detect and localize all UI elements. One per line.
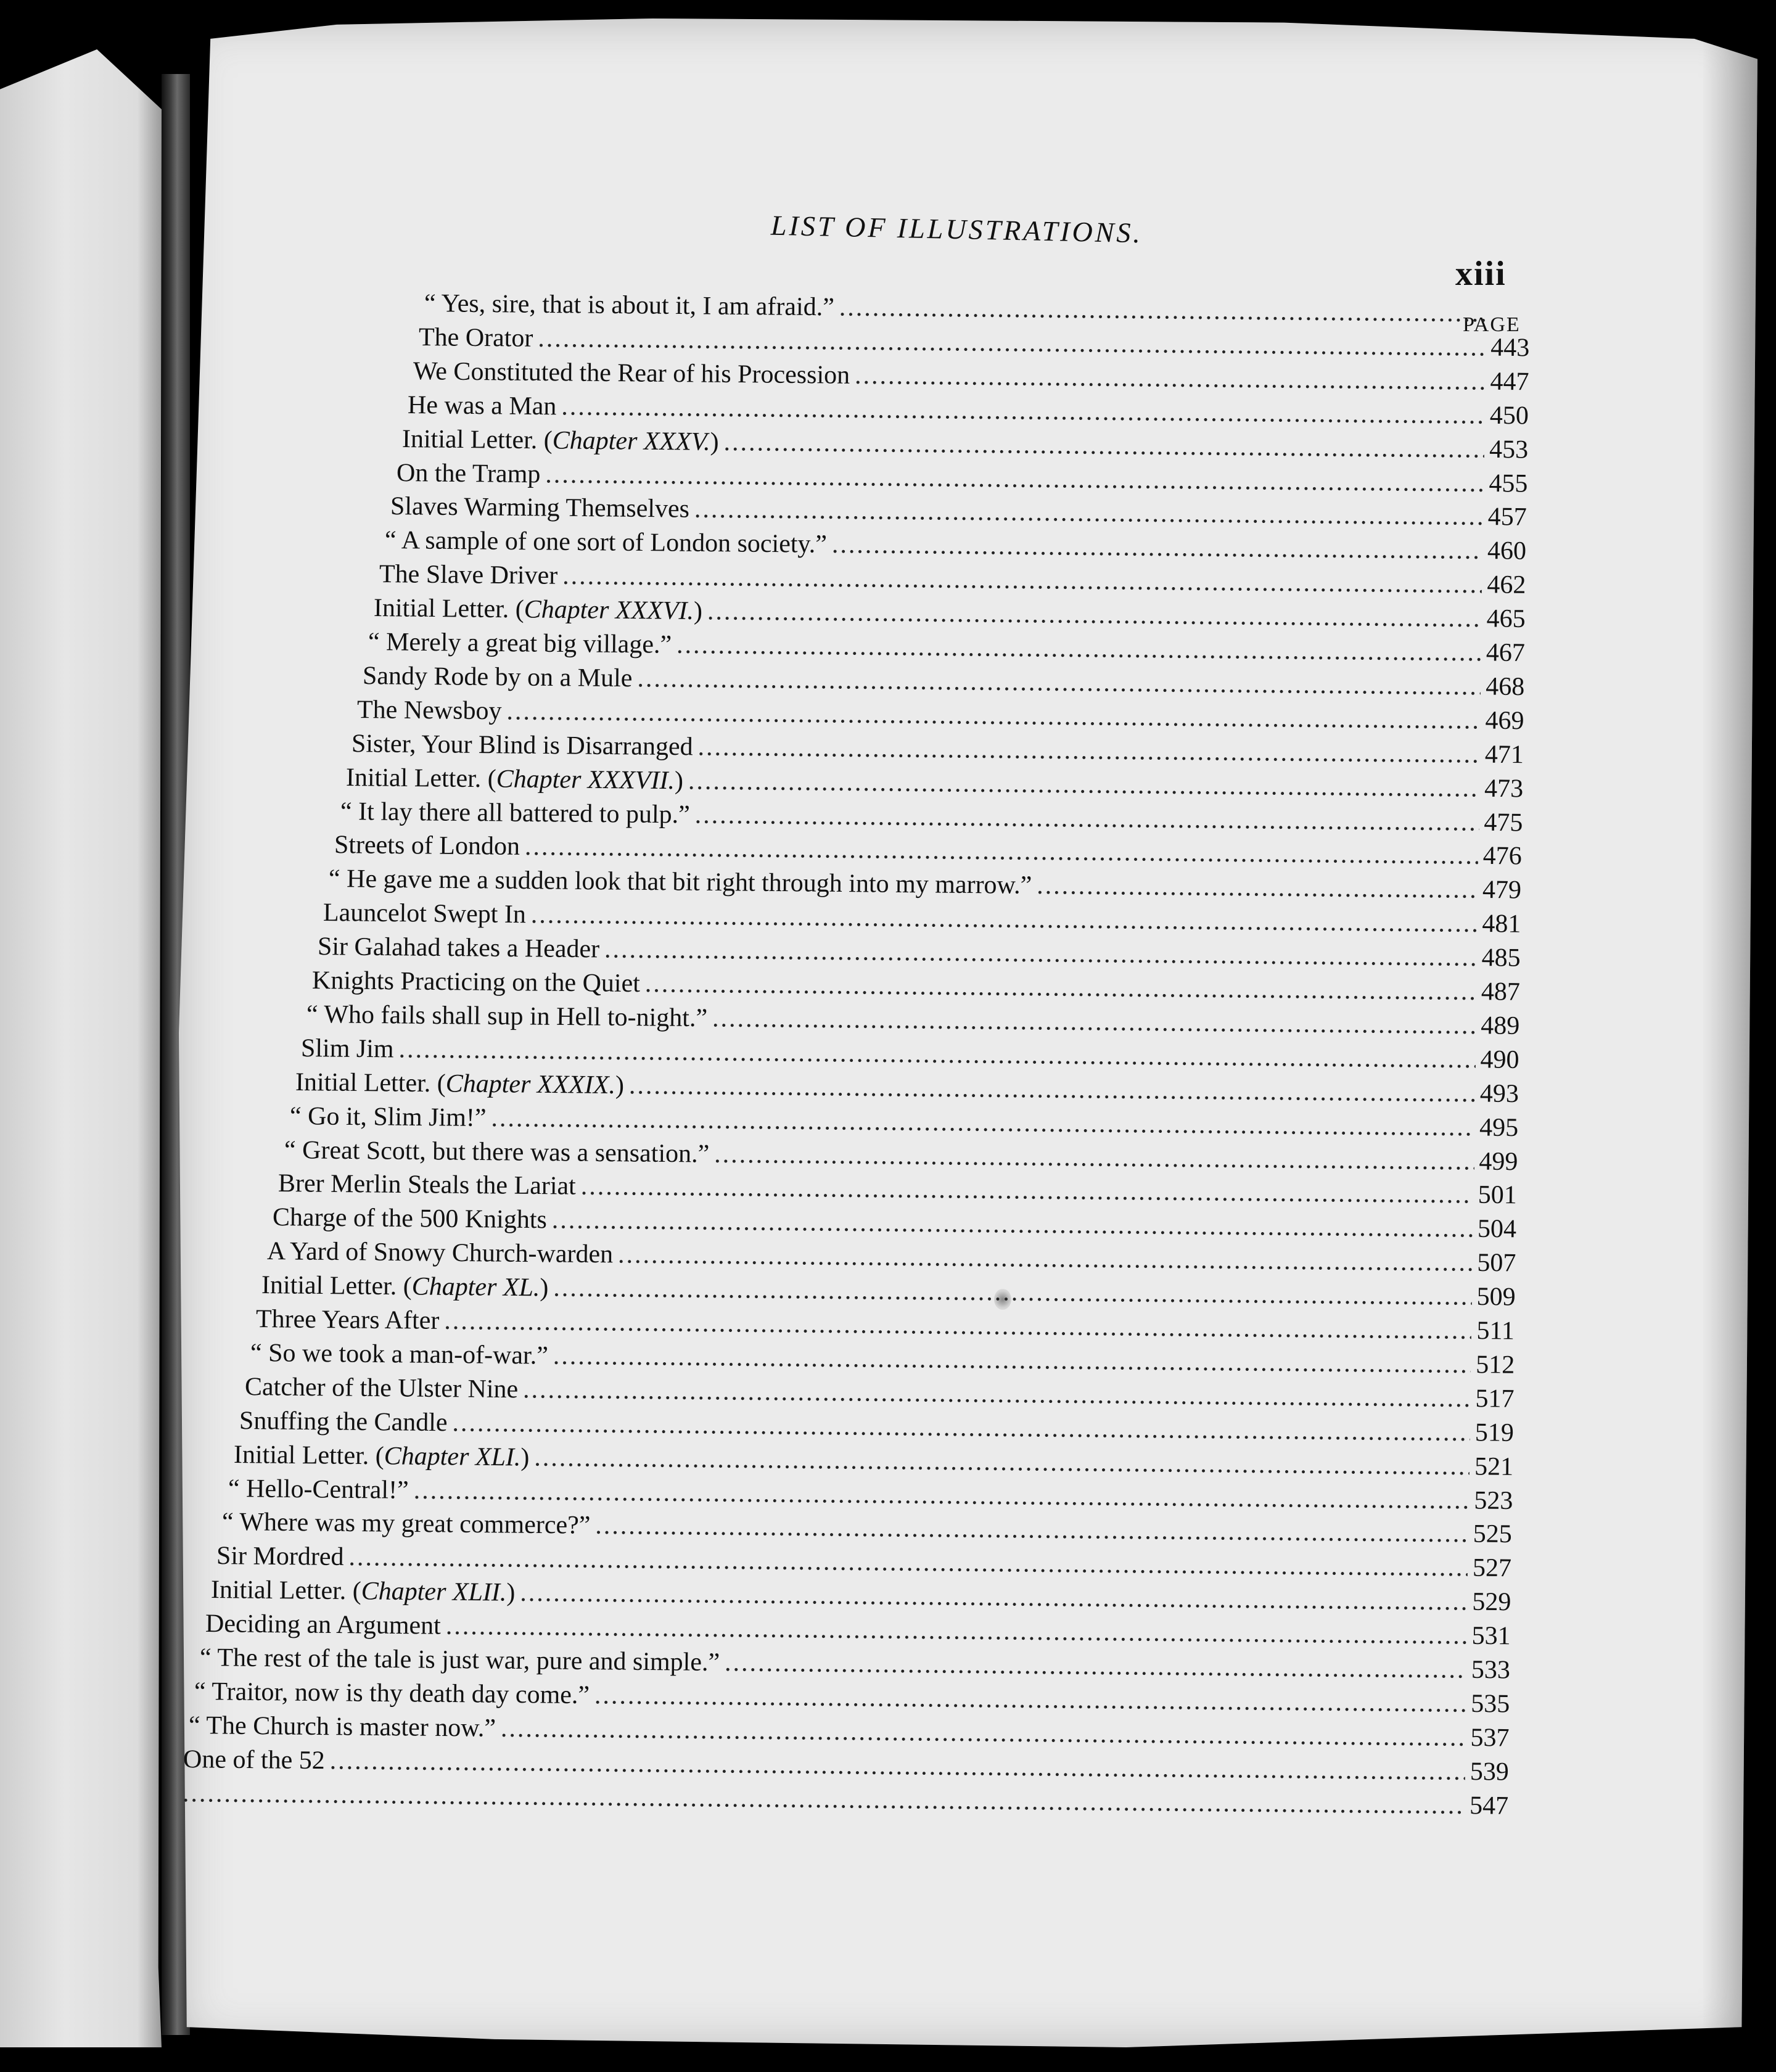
dot-leader [694, 495, 1483, 532]
page-reference: 443 [1490, 333, 1530, 363]
page-reference: 499 [1478, 1147, 1518, 1176]
illustration-title: The Newsboy [356, 695, 502, 726]
dot-leader [1037, 871, 1478, 905]
page-reference: 517 [1475, 1384, 1515, 1413]
illustration-title: Catcher of the Ulster Nine [244, 1372, 519, 1404]
dot-leader [839, 292, 1487, 328]
dot-leader [637, 664, 1481, 701]
page-reference: 457 [1487, 503, 1527, 532]
page-reference: 504 [1478, 1215, 1517, 1244]
illustration-title: Snuffing the Candle [239, 1406, 448, 1437]
illustration-title: “ Go it, Slim Jim!” [289, 1101, 487, 1132]
page-reference: 473 [1484, 774, 1523, 803]
dot-leader [562, 561, 1482, 599]
illustration-title: Launcelot Swept In [323, 898, 527, 929]
illustration-title: Initial Letter. (Chapter XXXVI.) [373, 594, 703, 626]
page-reference: 485 [1481, 944, 1521, 972]
illustration-title: “ A sample of one sort of London society.” [385, 526, 828, 559]
dot-leader [723, 427, 1484, 464]
page-reference: 468 [1485, 672, 1525, 701]
illustration-title: We Constituted the Rear of his Procession [413, 356, 850, 390]
page-reference: 487 [1481, 977, 1521, 1006]
page-reference: 490 [1480, 1045, 1519, 1074]
page-reference: 509 [1476, 1283, 1516, 1312]
dot-leader [520, 1578, 1467, 1617]
illustration-title: Sir Galahad takes a Header [317, 932, 600, 964]
page-reference: 455 [1488, 469, 1528, 498]
illustration-title: “ Hello-Central!” [228, 1474, 409, 1505]
illustration-title: Sister, Your Blind is Disarranged [351, 729, 693, 762]
dot-leader [855, 361, 1486, 397]
page-reference: 479 [1482, 876, 1522, 905]
dot-leader [714, 1139, 1474, 1176]
page-reference: 460 [1487, 536, 1527, 566]
illustration-title: Slim Jim [300, 1034, 394, 1064]
illustration-title: Initial Letter. (Chapter XL.) [261, 1271, 549, 1302]
illustration-title: Initial Letter. (Chapter XXXVII.) [345, 763, 683, 795]
illustration-title: “ Great Scott, but there was a sensation.” [284, 1135, 709, 1169]
illustration-title: On the Tramp [396, 458, 541, 488]
page-reference: 471 [1484, 740, 1524, 769]
illustration-title: He was a Man [407, 390, 557, 421]
illustration-title: “ So we took a man-of-war.” [250, 1338, 548, 1370]
illustration-title: Slaves Warming Themselves [390, 492, 690, 524]
illustration-title: Initial Letter. (Chapter XXXIX.) [295, 1067, 624, 1100]
illustration-title: “ The Church is master now.” [188, 1711, 496, 1743]
page-reference: 511 [1476, 1317, 1515, 1346]
page-reference: 447 [1490, 367, 1529, 397]
page-reference: 469 [1485, 706, 1524, 735]
illustration-title: Deciding an Argument [205, 1610, 442, 1640]
illustration-title: One of the 52 [183, 1745, 325, 1775]
dot-leader [694, 800, 1479, 837]
dot-leader [697, 732, 1480, 769]
illustration-title: “ Traitor, now is thy death day come.” [194, 1677, 590, 1710]
page-reference: 519 [1474, 1418, 1514, 1447]
page-reference: 467 [1486, 638, 1526, 668]
page-reference: 537 [1470, 1723, 1510, 1753]
illustration-title: Brer Merlin Steals the Lariat [278, 1169, 577, 1201]
dot-leader [618, 1240, 1473, 1278]
dot-leader [688, 766, 1479, 803]
illustration-title: “ Who fails shall sup in Hell to-night.” [306, 1000, 708, 1033]
page-reference: 531 [1471, 1621, 1511, 1651]
illustration-title: A Yard of Snowy Church-warden [266, 1237, 614, 1269]
page-reference: 507 [1477, 1249, 1516, 1278]
page-reference: 529 [1472, 1587, 1511, 1617]
dot-leader [552, 1206, 1473, 1244]
page-reference: 523 [1473, 1486, 1513, 1515]
illustration-title: “ Yes, sire, that is about it, I am afraid.” [424, 289, 835, 322]
dot-leader [596, 1511, 1469, 1549]
page-reference: 475 [1483, 808, 1523, 837]
dot-leader [725, 1648, 1466, 1685]
page-reference: 525 [1473, 1519, 1513, 1549]
dot-leader [707, 596, 1482, 633]
page-reference: 533 [1471, 1655, 1511, 1685]
page-reference: 512 [1475, 1350, 1515, 1379]
illustration-title: Initial Letter. (Chapter XLII.) [210, 1576, 516, 1607]
page-column-label: PAGE [1463, 313, 1521, 336]
page-reference: 481 [1482, 910, 1521, 939]
page-reference: 450 [1489, 401, 1529, 430]
page-reference: 501 [1478, 1181, 1518, 1210]
illustration-title: “ Where was my great commerce?” [222, 1508, 591, 1540]
illustration-title: The Orator [418, 323, 533, 353]
illustration-title: “ Merely a great big village.” [368, 628, 672, 659]
illustration-title: Initial Letter. (Chapter XLI.) [233, 1440, 530, 1472]
illustration-title: The Slave Driver [379, 560, 558, 590]
page-reference: 489 [1480, 1011, 1520, 1040]
dot-leader [553, 1273, 1472, 1312]
page-reference: 527 [1473, 1553, 1512, 1583]
illustration-title: “ He gave me a sudden look that bit right through into my marrow.” [329, 865, 1032, 900]
illustration-title: Streets of London [334, 831, 520, 861]
illustration-title: Three Years After [255, 1305, 440, 1335]
dot-leader [594, 1680, 1466, 1719]
page-reference: 453 [1489, 435, 1528, 464]
dot-leader [553, 1341, 1471, 1379]
illustration-title: Initial Letter. (Chapter XXXV.) [401, 424, 719, 456]
page-reference: 495 [1479, 1113, 1518, 1142]
illustration-title: “ The rest of the tale is just war, pure and simple.” [199, 1643, 720, 1677]
running-head: LIST OF ILLUSTRATIONS. [770, 209, 1143, 249]
illustration-title: Charge of the 500 Knights [273, 1203, 548, 1235]
dot-leader [712, 1003, 1476, 1040]
page-reference: 462 [1487, 570, 1526, 600]
dot-leader [531, 900, 1478, 939]
dot-leader [645, 969, 1476, 1006]
page-reference: 539 [1470, 1757, 1509, 1786]
illustration-title: Sandy Rode by on a Mule [362, 661, 633, 693]
page-reference: 547 [1469, 1791, 1508, 1820]
page-reference: 493 [1479, 1079, 1519, 1108]
page-number: xiii [1455, 255, 1507, 293]
dot-leader [604, 935, 1477, 973]
dot-leader [676, 630, 1481, 668]
page-reference: 465 [1486, 604, 1526, 634]
page-reference: 535 [1470, 1689, 1510, 1719]
dot-leader [832, 530, 1483, 565]
illustration-title: Knights Practicing on the Quiet [311, 966, 641, 998]
page-reference: 521 [1474, 1452, 1513, 1481]
page-reference [1491, 322, 1529, 323]
page-reference: 476 [1482, 842, 1523, 871]
illustration-title: Sir Mordred [216, 1542, 345, 1572]
illustration-title: “ It lay there all battered to pulp.” [340, 797, 690, 829]
dot-leader [628, 1071, 1474, 1108]
